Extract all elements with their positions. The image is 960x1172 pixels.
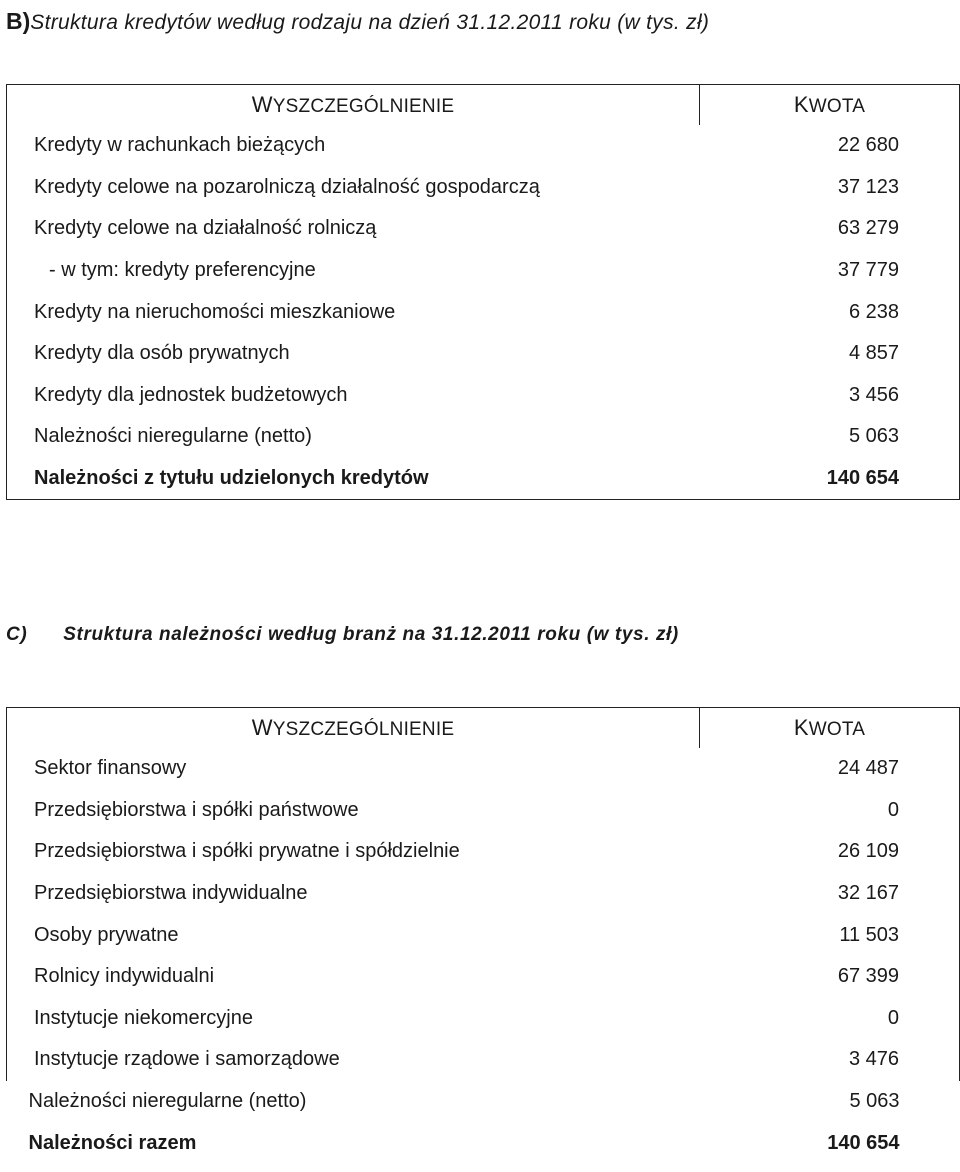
receivables-by-sector-table [6,707,960,1164]
table-total-row [7,458,960,500]
row-label: Należności nieregularne (netto) [28,1090,307,1113]
row-value: 37 123 [700,167,960,209]
row-value: 5 063 [849,1090,900,1113]
row-value: 67 399 [700,956,960,998]
row-value: 22 680 [700,125,960,167]
column-header-amount: KWOTA [700,85,960,126]
row-label: Przedsiębiorstwa i spółki prywatne i spółdzielnie [7,831,700,873]
table-row [7,790,960,832]
table-row [7,914,960,956]
row-label: Przedsiębiorstwa indywidualne [7,873,700,915]
row-value: 5 063 [700,416,960,458]
table-row [7,1081,960,1123]
row-label: Przedsiębiorstwa i spółki państwowe [7,790,700,832]
column-header-description: WYSZCZEGÓLNIENIE [7,85,700,126]
table-row [7,956,960,998]
table-row [7,873,960,915]
column-header-amount: KWOTA [700,708,960,749]
row-value: 3 456 [700,375,960,417]
row-label: Rolnicy indywidualni [7,956,700,998]
table-row [7,333,960,375]
row-label: Kredyty dla jednostek budżetowych [7,375,700,417]
row-label: Instytucje niekomercyjne [7,998,700,1040]
section-c-title: Struktura należności według branż na 31.12.2011 roku (w tys. zł) [63,624,679,645]
table-row [7,375,960,417]
table-row [7,208,960,250]
table-total-row [7,1122,960,1164]
table-row [7,748,960,790]
row-label: - w tym: kredyty preferencyjne [7,250,700,292]
row-value: 0 [700,998,960,1040]
row-label: Kredyty celowe na działalność rolniczą [7,208,700,250]
row-value: 63 279 [700,208,960,250]
section-b-letter: B) [6,8,31,34]
row-label: Kredyty dla osób prywatnych [7,333,700,375]
row-value: 3 476 [700,1039,960,1081]
row-value: 11 503 [700,914,960,956]
table-row [7,998,960,1040]
row-label: Sektor finansowy [7,748,700,790]
table-row [7,416,960,458]
section-b-heading [6,0,709,42]
row-value: 37 779 [700,250,960,292]
credits-structure-table [6,84,960,500]
table-row [7,250,960,292]
total-value: 140 654 [827,1131,900,1154]
table-row [7,167,960,209]
section-b-title: Struktura kredytów według rodzaju na dzień 31.12.2011 roku (w tys. zł) [30,11,710,34]
row-label: Instytucje rządowe i samorządowe [7,1039,700,1081]
column-header-description: WYSZCZEGÓLNIENIE [7,708,700,749]
row-label: Kredyty w rachunkach bieżących [7,125,700,167]
row-value: 4 857 [700,333,960,375]
row-label: Osoby prywatne [7,914,700,956]
row-value: 24 487 [700,748,960,790]
row-value: 0 [700,790,960,832]
total-label: Należności z tytułu udzielonych kredytów [7,458,700,500]
total-label: Należności razem [28,1131,197,1154]
total-value: 140 654 [700,458,960,500]
row-value: 26 109 [700,831,960,873]
row-value: 6 238 [700,291,960,333]
table-row [7,831,960,873]
table-row [7,291,960,333]
table-header-row [7,708,960,749]
row-label: Należności nieregularne (netto) [7,416,700,458]
row-value: 32 167 [700,873,960,915]
table-row [7,125,960,167]
row-label: Kredyty celowe na pozarolniczą działalność gospodarczą [7,167,700,209]
section-c-heading [6,614,679,656]
row-label: Kredyty na nieruchomości mieszkaniowe [7,291,700,333]
table-header-row [7,85,960,126]
section-c-letter: C) [6,624,28,645]
table-row [7,1039,960,1081]
